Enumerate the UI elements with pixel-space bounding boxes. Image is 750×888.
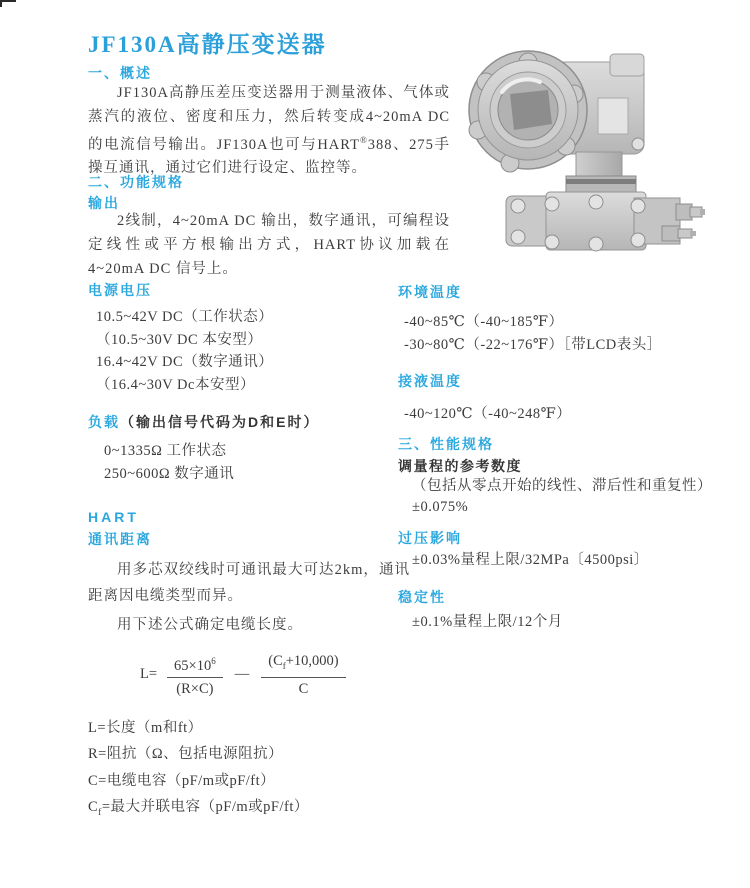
cable-length-intro: 用下述公式确定电缆长度。 xyxy=(117,617,303,633)
stability-value: ±0.1%量程上限/12个月 xyxy=(412,614,563,630)
overpressure-value: ±0.03%量程上限/32MPa〔4500psi〕 xyxy=(412,552,649,568)
output-paragraph: 2线制，4~20mA DC 输出，数字通讯，可编程设定线性或平方根输出方式，HART协议加载在4~20mA DC 信号上。 xyxy=(88,213,450,277)
formula-fraction-1: $\frac{65\times 10^6}{(R\times C)}$ xyxy=(167,653,223,697)
page-title: JF130A高静压变送器 xyxy=(88,32,327,57)
power-voltage-heading: 电源电压 xyxy=(88,282,152,298)
section-heading-overview: 一、概述 xyxy=(88,65,152,81)
ambient-temp-line: -30~80℃（-22~176℉）［带LCD表头］ xyxy=(404,337,662,353)
power-voltage-line: （16.4~30V Dc本安型） xyxy=(96,376,255,393)
scan-corner-artifact xyxy=(0,0,16,2)
definition-line: L=长度（m和ft） xyxy=(88,719,203,736)
cable-length-formula xyxy=(140,653,410,697)
load-line: 0~1335Ω 工作状态 xyxy=(104,443,227,459)
formula-lhs: L= xyxy=(140,666,158,683)
output-heading: 输出 xyxy=(88,195,120,211)
accuracy-note: （包括从零点开始的线性、滞后性和重复性） xyxy=(412,478,712,494)
formula-definitions xyxy=(88,715,410,827)
accuracy-heading: 调量程的参考数度 xyxy=(398,458,522,474)
load-heading-note: （输出信号代码为D和E时） xyxy=(120,414,320,430)
definition-line: C=电缆电容（pF/m或pF/ft） xyxy=(88,772,276,789)
left-column xyxy=(88,280,410,827)
load-line: 250~600Ω 数字通讯 xyxy=(104,465,235,482)
overview-paragraph: JF130A高静压差压变送器用于测量液体、气体或蒸汽的液位、密度和压力，然后转变成4~20mA DC 的电流信号输出。JF130A也可与HART®388、275手操互通讯，通过它们进行设定、监控等。 xyxy=(88,85,451,177)
power-voltage-line: 10.5~42V DC（工作状态） xyxy=(96,309,274,325)
pressure-transmitter-photo-illustration xyxy=(448,46,706,258)
load-heading-row xyxy=(88,412,410,432)
section-heading-performance: 三、性能规格 xyxy=(398,436,494,452)
comm-distance-heading: 通讯距离 xyxy=(88,531,152,547)
right-column xyxy=(398,282,738,633)
power-voltage-line: 16.4~42V DC（数字通讯） xyxy=(96,354,274,370)
process-temp-heading: 接液温度 xyxy=(398,373,462,389)
power-voltage-line: （10.5~30V DC 本安型） xyxy=(96,331,263,348)
section-heading-functional: 二、功能规格 xyxy=(88,174,184,190)
stability-heading: 稳定性 xyxy=(398,589,446,605)
overpressure-heading: 过压影响 xyxy=(398,530,462,546)
ambient-temp-line: -40~85℃（-40~185℉） xyxy=(404,314,564,330)
accuracy-value: ±0.075% xyxy=(412,499,469,515)
process-temp-line: -40~120℃（-40~248℉） xyxy=(404,406,572,422)
definition-line: R=阻抗（Ω、包括电源阻抗） xyxy=(88,746,284,763)
hart-heading: HART xyxy=(88,509,139,525)
formula-fraction-2: $\frac{(C_f+10,000)}{C}$ xyxy=(261,653,345,697)
ambient-temp-heading: 环境温度 xyxy=(398,284,462,300)
registered-mark: ® xyxy=(359,135,368,145)
load-heading: 负载 xyxy=(88,414,120,430)
comm-distance-paragraph: 用多芯双绞线时可通讯最大可达2km，通讯距离因电缆类型而异。 xyxy=(88,562,410,604)
formula-minus: — xyxy=(234,666,250,683)
definition-line: $C_f=$最大并联电容（pF/m或pF/ft） xyxy=(88,799,309,819)
product-photo xyxy=(448,46,706,258)
